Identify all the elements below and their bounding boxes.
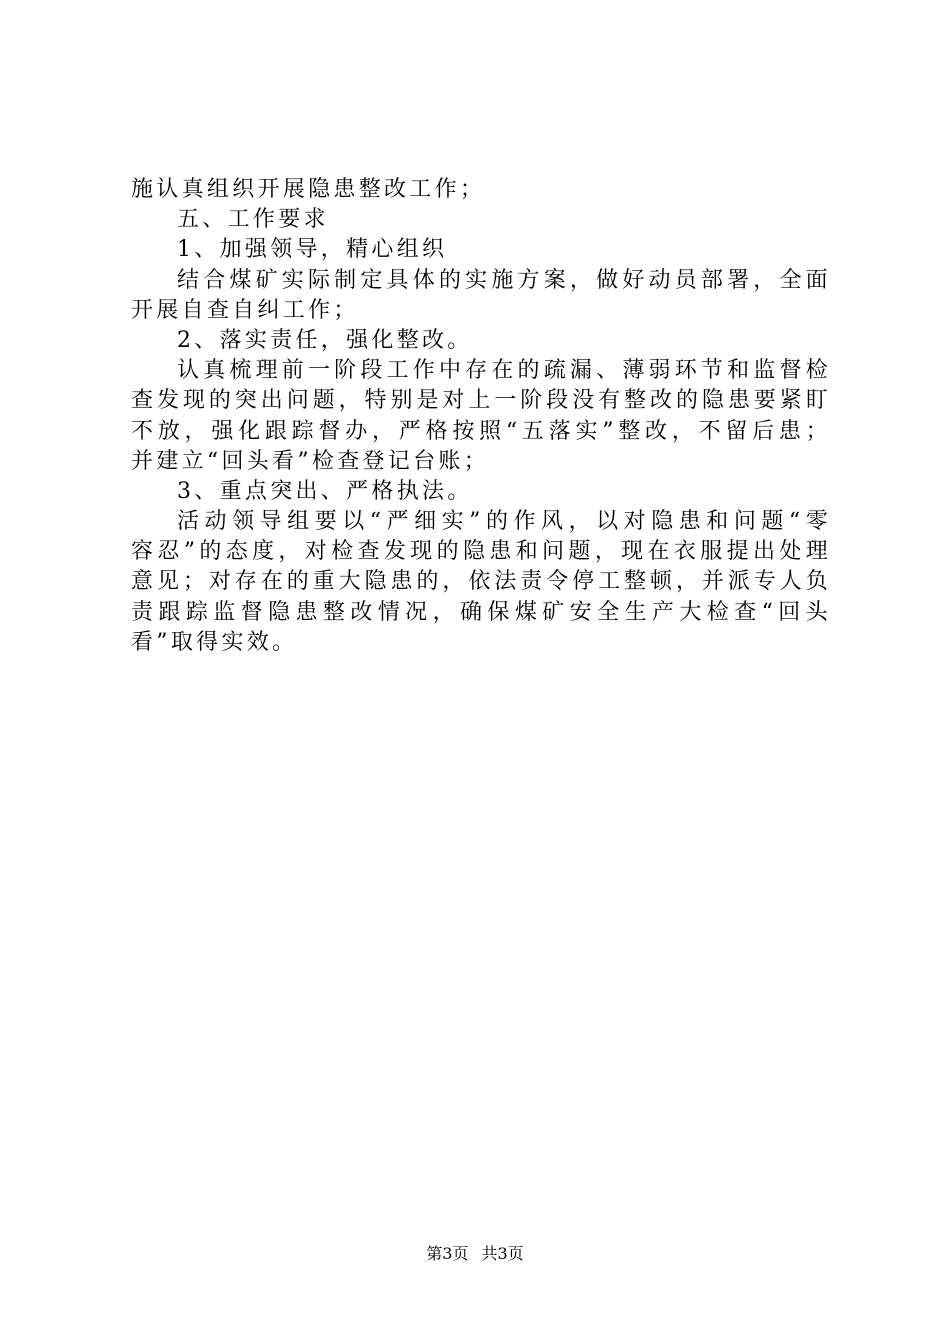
- subsection-heading: 3、重点突出、严格执法。: [177, 478, 473, 504]
- page-footer: [0, 1244, 950, 1264]
- section-heading: 五、工作要求: [177, 207, 329, 233]
- body-line: 不放，强化跟踪督办，严格按照“五落实”整改，不留后患；: [131, 418, 831, 444]
- page-number-current: 第3页: [426, 1244, 469, 1263]
- body-line: 看”取得实效。: [131, 629, 298, 655]
- page-number-total: 共3页: [481, 1244, 524, 1263]
- body-line: 并建立“回头看”检查登记台账；: [131, 448, 489, 474]
- body-line: 查发现的突出问题，特别是对上一阶段没有整改的隐患要紧盯: [131, 388, 831, 414]
- body-line: 活动领导组要以“严细实”的作风，以对隐患和问题“零: [177, 509, 831, 535]
- subsection-heading: 2、落实责任，强化整改。: [177, 327, 473, 353]
- body-line: 意见；对存在的重大隐患的，依法责令停工整顿，并派专人负: [131, 569, 831, 595]
- document-body: [131, 175, 831, 658]
- subsection-heading: 1、加强领导，精心组织: [177, 237, 448, 263]
- body-line: 容忍”的态度，对检查发现的隐患和问题，现在衣服提出处理: [131, 539, 831, 565]
- body-line: 认真梳理前一阶段工作中存在的疏漏、薄弱环节和监督检: [177, 358, 831, 384]
- body-line: 责跟踪监督隐患整改情况，确保煤矿安全生产大检查“回头: [131, 599, 831, 625]
- body-line: 结合煤矿实际制定具体的实施方案，做好动员部署，全面: [177, 267, 831, 293]
- body-line: 开展自查自纠工作；: [131, 297, 359, 323]
- body-line: 施认真组织开展隐患整改工作；: [131, 177, 486, 202]
